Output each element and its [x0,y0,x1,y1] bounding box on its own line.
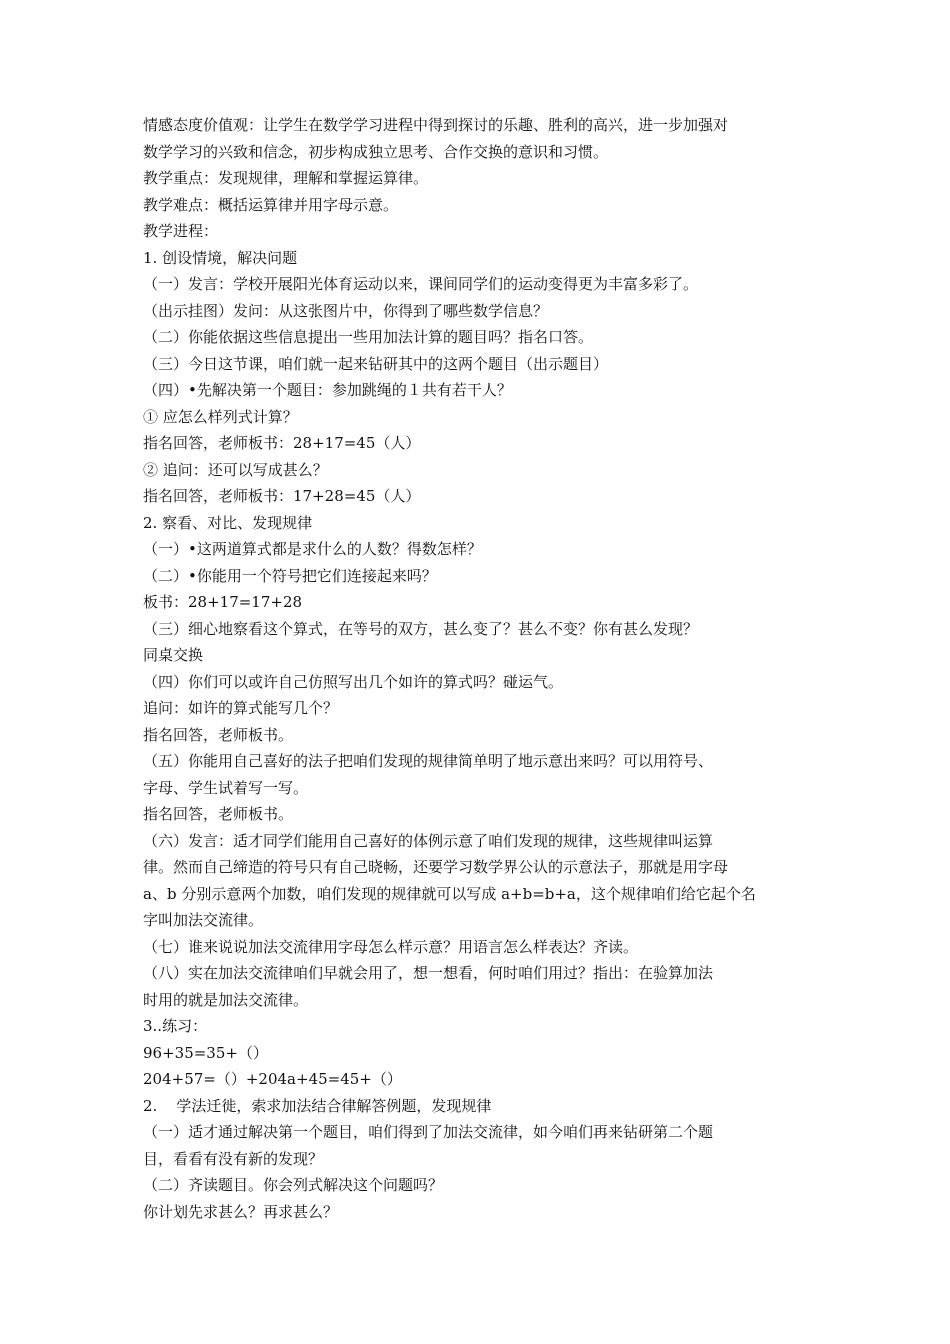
text-line: （五）你能用自己喜好的法子把咱们发现的规律简单明了地示意出来吗？可以用符号、 [143,752,714,770]
text-line: （二）齐读题目。你会列式解决这个问题吗？ [143,1176,444,1194]
text-line: （一）•这两道算式都是求什么的人数？得数怎样？ [143,540,482,558]
text-line: 板书：28+17=17+28 [143,593,303,611]
text-line: （七）谁来说说加法交流律用字母怎么样示意？用语言怎么样表达？齐读。 [143,937,639,956]
text-line: 字叫加法交流律。 [143,911,264,929]
text-line: ② 追问：还可以写成甚么？ [143,460,328,479]
text-line: 1. 创设情境，解决问题 [143,248,298,267]
text-line: （一）适才通过解决第一个题目，咱们得到了加法交流律，如今咱们再来钻研第二个题 [143,1123,714,1141]
text-line: 2. 察看、对比、发现规律 [143,513,313,532]
text-line: 指名回答，老师板书。 [143,725,294,744]
text-line: 204+57=（）+204a+45=45+（） [143,1070,402,1088]
text-line: （八）实在加法交流律咱们早就会用了，想一想看，何时咱们用过？指出：在验算加法 [143,964,714,982]
text-line: 教学进程： [143,222,219,240]
text-line: 2. 学法迁徙，索求加法结合律解答例题，发现规律 [143,1096,492,1115]
text-line: 指名回答，老师板书：28+17=45（人） [143,434,421,452]
text-line: （二）你能依据这些信息提出一些用加法计算的题目吗？指名口答。 [143,328,594,346]
text-line: 教学重点：发现规律，理解和掌握运算律。 [143,169,429,187]
text-line: 追问：如许的算式能写几个？ [143,699,339,717]
text-line: （三）今日这节课，咱们就一起来钻研其中的这两个题目（出示题目） [143,354,609,373]
document-body [143,112,815,1225]
text-line: 你计划先求甚么？再求甚么？ [143,1202,339,1221]
text-line: 情感态度价值观：让学生在数学学习进程中得到探讨的乐趣、胜利的高兴，进一步加强对 [143,116,729,134]
text-line: 时用的就是加法交流律。 [143,990,309,1009]
text-line: （一）发言：学校开展阳光体育运动以来，课间同学们的运动变得更为丰富多彩了。 [143,275,699,293]
text-line: ① 应怎么样列式计算？ [143,407,298,426]
text-line: 指名回答，老师板书。 [143,805,294,823]
text-line: 96+35=35+（） [143,1043,268,1062]
text-line: 教学难点：概括运算律并用字母示意。 [143,195,399,214]
text-line: （出示挂图）发问：从这张图片中，你得到了哪些数学信息？ [143,301,549,320]
text-line: 指名回答，老师板书：17+28=45（人） [143,487,421,505]
text-line: （三）细心地察看这个算式，在等号的双方，甚么变了？甚么不变？你有甚么发现？ [143,619,699,638]
text-line: （二）•你能用一个符号把它们连接起来吗？ [143,566,437,585]
text-line: a、b 分别示意两个加数，咱们发现的规律就可以写成 a+b=b+a，这个规律咱们给它起个名 [143,884,756,903]
text-line: 律。然而自己缔造的符号只有自己晓畅，还要学习数学界公认的示意法子，那就是用字母 [143,858,729,876]
text-line: 字母、学生试着写一写。 [143,778,309,797]
text-line: 同桌交换 [143,646,204,664]
text-line: （四）•先解决第一个题目：参加跳绳的１共有若干人？ [143,381,512,399]
text-line: （四）你们可以或许自己仿照写出几个如许的算式吗？碰运气。 [143,672,564,691]
text-line: 3..练习： [143,1017,208,1035]
text-line: 数学学习的兴致和信念，初步构成独立思考、合作交换的意识和习惯。 [143,142,609,161]
text-line: 目，看看有没有新的发现？ [143,1149,324,1168]
text-line: （六）发言：适才同学们能用自己喜好的体例示意了咱们发现的规律，这些规律叫运算 [143,831,714,850]
